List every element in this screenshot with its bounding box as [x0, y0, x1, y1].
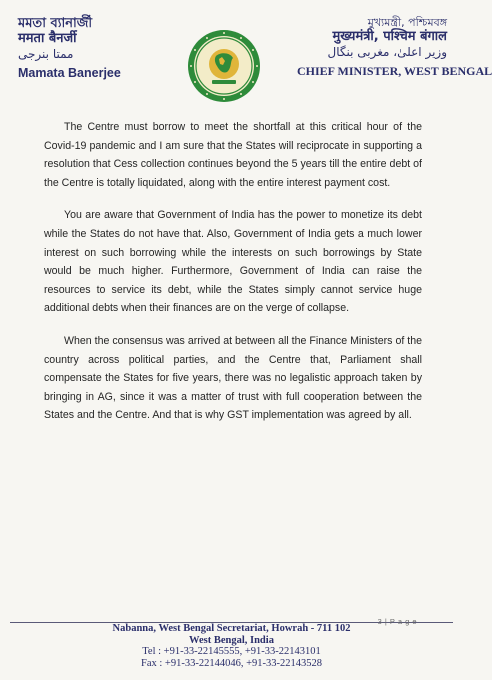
- footer-address-line-1: Nabanna, West Bengal Secretariat, Howrah - 711 102: [112, 623, 351, 634]
- title-hindi: मुख्यमंत्री, पश्चिम बंगाल: [332, 29, 447, 44]
- letterhead-left: [18, 16, 158, 80]
- title-urdu: وزیر اعلیٰ، مغربی بنگال: [327, 45, 447, 59]
- title-bengali: মুখ্যমন্ত্রী, পশ্চিমবঙ্গ: [367, 16, 447, 29]
- footer-fax: Fax : +91-33-22144046, +91-33-22143528: [141, 657, 322, 669]
- letter-body: [44, 118, 422, 439]
- page-number: 3 | P a g e: [377, 617, 417, 626]
- footer-address-line-2: West Bengal, India: [189, 634, 274, 646]
- paragraph: You are aware that Government of India has the power to monetize its debt while the States do not have that. Also, Government of India gets a much lower interest on such borrowing while the interests on such borrowings by State would be much higher. Furthermore, Government of India can raise the resources to service its debt, while the States simply cannot service huge additional debts when their finances are on the verge of collapse.: [44, 209, 422, 315]
- government-emblem-icon: [186, 28, 262, 104]
- footer-tel: Tel : +91-33-22145555, +91-33-22143101: [142, 646, 321, 657]
- paragraph: When the consensus was arrived at between all the Finance Ministers of the country across political parties, and the Centre that, Parliament shall compensate the States for five years, there was no legalistic approach taken by bringing in AG, since it was a matter of trust with full cooperation between the States and the Centre. And that is why GST implementation was agreed by all.: [44, 334, 422, 422]
- name-english: Mamata Banerjee: [18, 66, 121, 80]
- name-hindi: ममता बैनर्जी: [18, 31, 77, 46]
- name-bengali: মমতা ব্যানার্জী: [18, 16, 93, 31]
- name-urdu: ممتا بنرجی: [18, 47, 74, 61]
- title-english: CHIEF MINISTER, WEST BENGAL: [297, 64, 492, 78]
- paragraph: The Centre must borrow to meet the shortfall at this critical hour of the Covid-19 pandemic and I am sure that the States will reciprocate in supporting a resolution that Cess collection continues beyond the 5 years till the entire debt of the Centre is totally liquidated, along with the entire interest payment cost.: [44, 121, 422, 189]
- footer-address: [0, 623, 463, 669]
- letterhead-right: [297, 16, 492, 79]
